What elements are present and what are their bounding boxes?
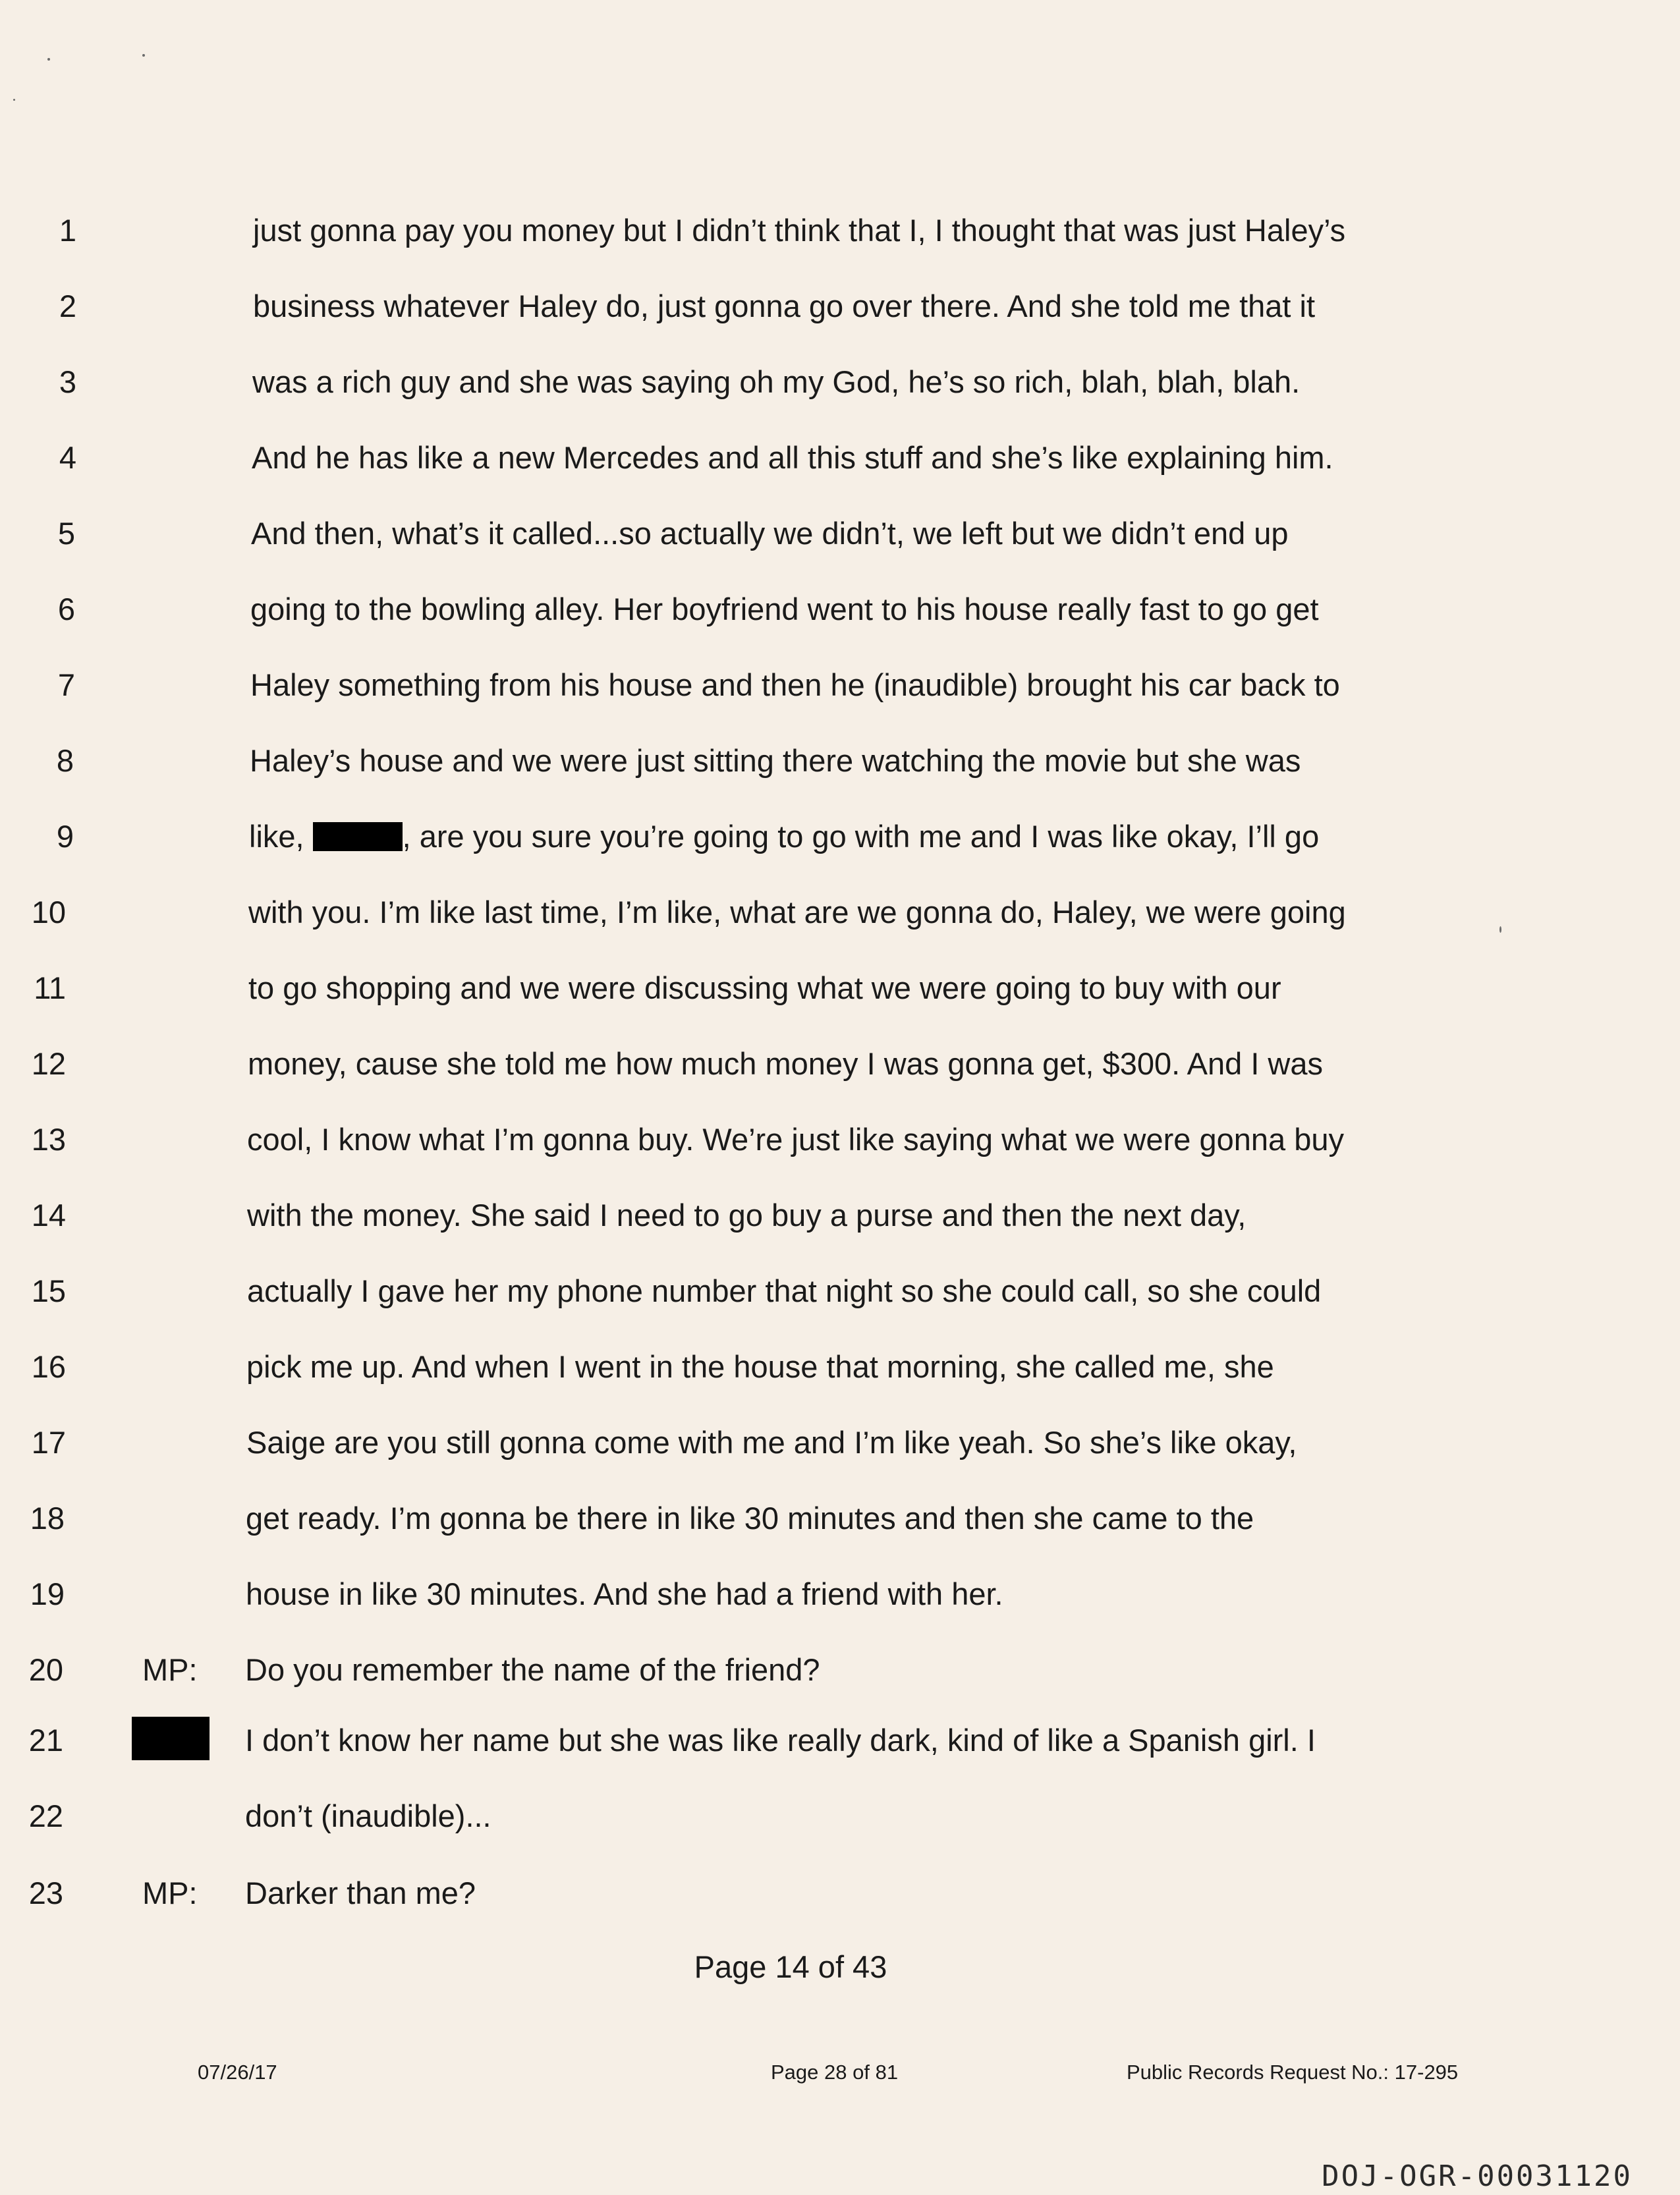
line-text-before-redaction: like,: [249, 819, 313, 854]
transcript-page-number: Page 14 of 43: [694, 1949, 887, 1984]
line-text: pick me up. And when I went in the house that morning, she called me, she: [246, 1349, 1274, 1384]
line-text: Do you remember the name of the friend?: [245, 1652, 820, 1687]
transcript-line: [0, 1113, 1680, 1166]
line-number: 19: [30, 1576, 65, 1611]
line-text: with you. I’m like last time, I’m like, what are we gonna do, Haley, we were going: [248, 895, 1346, 930]
footer-records-request: Public Records Request No.: 17-295: [1127, 2061, 1459, 2084]
transcript-line: [0, 1416, 1680, 1469]
transcript-line: [0, 1714, 1680, 1767]
line-number: 3: [59, 364, 76, 399]
line-number: 20: [28, 1652, 63, 1687]
transcript-line: [0, 1492, 1680, 1545]
line-text: Haley something from his house and then he (inaudible) brought his car back to: [250, 667, 1340, 702]
line-number: 13: [31, 1122, 66, 1157]
line-text: was a rich guy and she was saying oh my God, he’s so rich, blah, blah, blah.: [252, 364, 1301, 399]
transcript-line: [0, 204, 1680, 257]
line-number: 6: [57, 592, 75, 626]
line-text: with the money. She said I need to go buy a purse and then the next day,: [247, 1198, 1246, 1233]
line-text: And then, what’s it called...so actually we didn’t, we left but we didn’t end up: [251, 516, 1289, 551]
redacted-speaker-box: [132, 1717, 210, 1760]
line-number: 18: [30, 1501, 65, 1536]
transcript-line: [0, 280, 1680, 333]
line-number: 9: [56, 819, 74, 854]
line-text: don’t (inaudible)...: [245, 1798, 491, 1833]
transcript-line: [0, 1038, 1680, 1090]
line-text: Saige are you still gonna come with me and I’m like yeah. So she’s like okay,: [246, 1425, 1297, 1460]
line-text: to go shopping and we were discussing what we were going to buy with our: [248, 970, 1281, 1005]
line-number: 21: [28, 1723, 63, 1758]
transcript-line: [0, 356, 1680, 408]
line-number: 8: [56, 743, 74, 778]
line-text: Darker than me?: [245, 1875, 476, 1910]
line-text-after-redaction: , are you sure you’re going to go with me and I was like okay, I’ll go: [402, 819, 1320, 854]
transcript-line: [0, 1867, 1680, 1920]
scan-speck: [47, 58, 50, 61]
transcript-line: [0, 507, 1680, 560]
line-number: 17: [31, 1425, 66, 1460]
line-text: cool, I know what I’m gonna buy. We’re just like saying what we were gonna buy: [247, 1122, 1345, 1157]
line-number: 11: [34, 970, 66, 1005]
line-number: 14: [31, 1198, 66, 1233]
transcript-line: [0, 1189, 1680, 1242]
line-text: And he has like a new Mercedes and all this stuff and she’s like explaining him.: [252, 440, 1333, 475]
line-number: 15: [31, 1273, 66, 1308]
scan-speck: [13, 99, 15, 101]
line-number: 2: [59, 289, 76, 323]
line-text: I don’t know her name but she was like really dark, kind of like a Spanish girl. I: [245, 1723, 1316, 1758]
line-text: [249, 810, 1319, 863]
transcript-line: [0, 1265, 1680, 1318]
line-number: 5: [57, 516, 75, 551]
line-text: just gonna pay you money but I didn’t think that I, I thought that was just Haley’s: [253, 213, 1346, 248]
line-number: 12: [31, 1046, 66, 1081]
footer-date: 07/26/17: [198, 2061, 277, 2084]
transcript-line: [0, 583, 1680, 636]
transcript-line: [0, 431, 1680, 484]
transcript-line: [0, 1341, 1680, 1393]
scan-speck: [142, 54, 145, 57]
line-text: get ready. I’m gonna be there in like 30 minutes and then she came to the: [246, 1501, 1254, 1536]
line-number: 1: [59, 213, 76, 248]
line-number: 16: [31, 1349, 66, 1384]
speaker-label: MP:: [142, 1652, 198, 1687]
transcript-line: [0, 659, 1680, 711]
line-text: money, cause she told me how much money I was gonna get, $300. And I was: [248, 1046, 1324, 1081]
line-text: business whatever Haley do, just gonna go over there. And she told me that it: [253, 289, 1316, 323]
line-text: actually I gave her my phone number that night so she could call, so she could: [247, 1273, 1322, 1308]
transcript-line: [0, 1790, 1680, 1843]
transcript-line: [0, 1644, 1680, 1696]
line-number: 22: [28, 1798, 63, 1833]
footer-page-number: Page 28 of 81: [771, 2061, 899, 2084]
transcript-line: [0, 962, 1680, 1014]
transcript-line: [0, 810, 1680, 863]
line-number: 23: [28, 1875, 63, 1910]
redaction-box: [313, 822, 403, 851]
speaker-label: MP:: [142, 1875, 198, 1910]
line-text: house in like 30 minutes. And she had a friend with her.: [246, 1576, 1003, 1611]
line-text: Haley’s house and we were just sitting there watching the movie but she was: [250, 743, 1301, 778]
transcript-line: [0, 1568, 1680, 1621]
transcript-line: [0, 886, 1680, 939]
line-text: going to the bowling alley. Her boyfriend went to his house really fast to go get: [250, 592, 1319, 626]
line-number: 10: [31, 895, 66, 930]
line-number: 7: [57, 667, 75, 702]
transcript-line: [0, 735, 1680, 787]
bates-number: DOJ-OGR-00031120: [1322, 2159, 1633, 2193]
line-number: 4: [59, 440, 76, 475]
